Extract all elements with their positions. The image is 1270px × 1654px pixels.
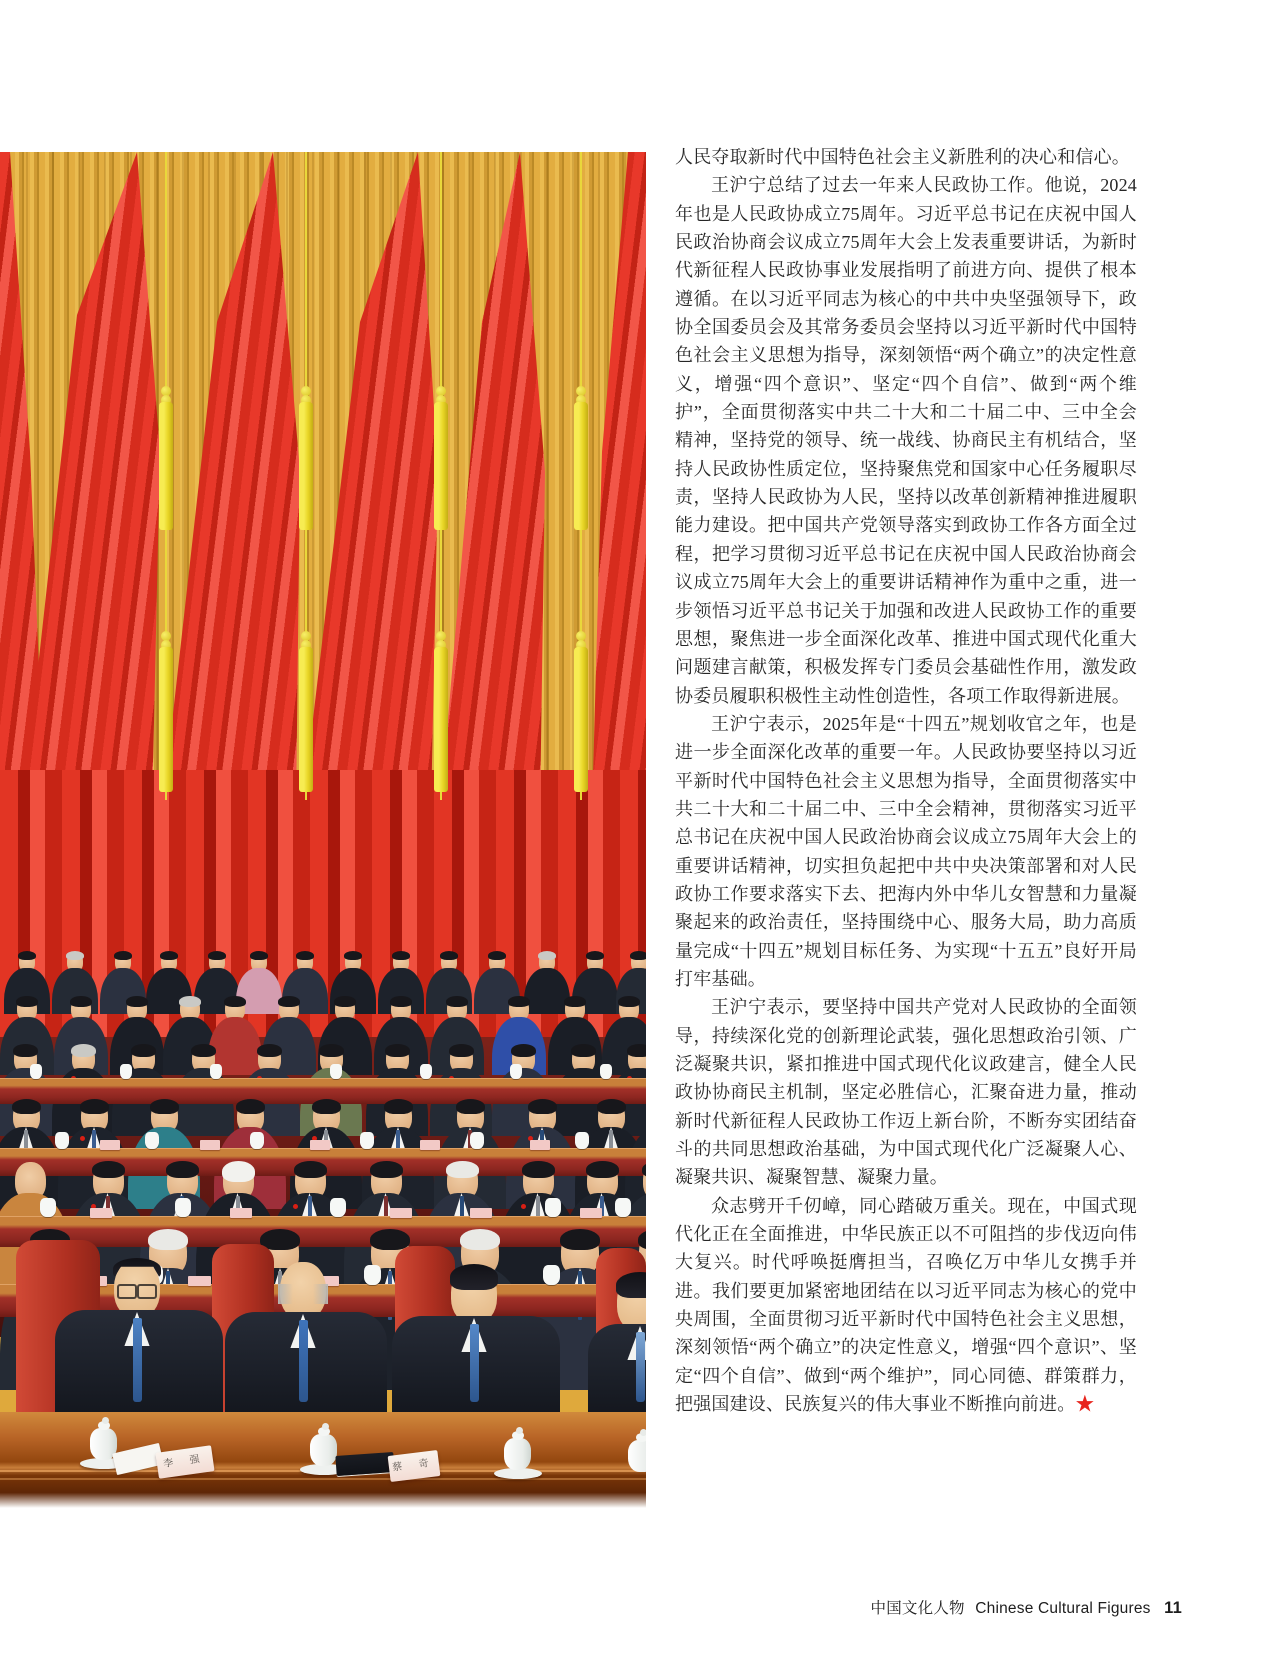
yellow-tassel xyxy=(434,402,448,530)
delegate-hair xyxy=(440,951,458,960)
delegate-hair xyxy=(446,996,468,1007)
yellow-tassel xyxy=(159,402,173,530)
teacup xyxy=(360,1132,374,1149)
article-paragraph: 王沪宁总结了过去一年来人民政协工作。他说，2024年也是人民政协成立75周年。习近平总书记在庆祝中国人民政治协商会议成立75周年大会上发表重要讲话，为新时代新征程人民政协事业发展指明了前进方向、提供了根本遵循。在以习近平同志为核心的中共中央坚强领导下，政协全国委员会及其常务委员会坚持以习近平新时代中国特色社会主义思想为指导，深刻领悟“两个确立”的决定性意义，增强“四个意识”、坚定“四个自信”、做到“两个维护”，全面贯彻落实中共二十大和二十届二中、三中全会精神，坚持党的领导、统一战线、协商民主有机结合，坚持人民政协性质定位，坚持聚焦党和国家中心任务履职尽责，坚持人民政协为人民，坚持以改革创新精神推进履职能力建设。把中国共产党领导落实到政协工作各方面全过程，把学习贯彻习近平总书记在庆祝中国人民政治协商会议成立75周年大会上的重要讲话精神作为重中之重，进一步领悟习近平总书记关于加强和改进人民政协工作的重要思想，聚焦进一步全面深化改革、推进中国式现代化重大问题建言献策，积极发挥专门委员会基础性作用，激发政协委员履职积极性主动性创造性，各项工作取得新进展。 xyxy=(675,175,1137,706)
pink-name-card xyxy=(470,1208,492,1218)
delegate-hair xyxy=(586,951,604,960)
delegate-hair xyxy=(70,996,92,1007)
delegate-hair xyxy=(18,951,36,960)
delegate-badge xyxy=(293,1204,298,1209)
delegate-hair xyxy=(370,1161,403,1178)
teacup xyxy=(210,1064,222,1079)
leader-partial xyxy=(588,1274,646,1414)
article-column xyxy=(675,143,1137,1419)
delegate-hair xyxy=(390,996,412,1007)
teacup xyxy=(55,1132,69,1149)
delegate-hair xyxy=(449,1044,474,1057)
teacup xyxy=(250,1132,264,1149)
end-star-icon: ★ xyxy=(1075,1394,1095,1416)
page-footer xyxy=(871,1596,1182,1618)
delegate-hair xyxy=(334,996,356,1007)
teacup xyxy=(310,1434,337,1466)
eyeglasses-icon xyxy=(117,1284,157,1295)
leader-tie xyxy=(636,1332,645,1402)
delegate-hair xyxy=(191,1044,216,1057)
delegate-hair xyxy=(522,1161,555,1178)
delegate-hair xyxy=(392,951,410,960)
delegate-hair xyxy=(312,1099,341,1114)
article-paragraph: 王沪宁表示，2025年是“十四五”规划收官之年，也是进一步全面深化改革的重要一年。人民政协要坚持以习近平新时代中国特色社会主义思想为指导，全面贯彻落实中共二十大和二十届二中、三中全会精神，贯彻落实习近平总书记在庆祝中国人民政治协商会议成立75周年大会上的重要讲话精神，切实担负起把中共中央决策部署和对人民政协工作要求落实下去、把海内外中华儿女智慧和力量凝聚起来的政治责任，坚持围绕中心、服务大局，助力高质量完成“十四五”规划目标任务、为实现“十五五”良好开局打牢基础。 xyxy=(675,713,1137,989)
teacup xyxy=(545,1198,561,1217)
leader-hair xyxy=(278,1284,328,1304)
delegate-hair xyxy=(71,1044,96,1057)
delegate-hair xyxy=(236,1099,265,1114)
delegate-hair xyxy=(179,996,201,1007)
teacup xyxy=(30,1064,42,1079)
pink-name-card xyxy=(420,1140,440,1150)
delegate-hair xyxy=(66,951,84,960)
delegate-hair xyxy=(166,1161,199,1178)
leader-cai-qi xyxy=(225,1262,387,1414)
delegate-hair xyxy=(12,1099,41,1114)
delegate-hair xyxy=(488,951,506,960)
teacup xyxy=(504,1438,531,1470)
article-paragraph: 众志劈开千仞嶂，同心踏破万重关。现在，中国式现代化正在全面推进，中华民族正以不可阻挡的步伐迈向伟大复兴。时代呼唤挺膺担当，召唤亿万中华儿女携手并进。我们要更加紧密地团结在以习近平同志为核心的党中央周围，全面贯彻习近平新时代中国特色社会主义思想，深刻领悟“两个确立”的决定性意义，增强“四个意识”、坚定“四个自信”、做到“两个维护”，同心同德、群策群力，把强国建设、民族复兴的伟大事业不断推向前进。★ xyxy=(675,1195,1137,1416)
delegate-hair xyxy=(630,951,646,960)
leader-li-xi xyxy=(392,1266,560,1414)
page-number: 11 xyxy=(1164,1599,1182,1617)
delegate-hair xyxy=(618,996,640,1007)
delegate-hair xyxy=(319,1044,344,1057)
delegate-hair xyxy=(528,1099,557,1114)
yellow-tassel xyxy=(299,647,313,792)
yellow-tassel xyxy=(299,402,313,530)
teacup xyxy=(628,1440,646,1472)
delegate-hair xyxy=(150,1099,179,1114)
pink-name-card xyxy=(530,1140,550,1150)
delegate-hair xyxy=(250,951,268,960)
magazine-title-en: Chinese Cultural Figures xyxy=(975,1600,1151,1617)
delegate-hair xyxy=(538,951,556,960)
delegate-hair xyxy=(384,1099,413,1114)
delegate-hair xyxy=(126,996,148,1007)
delegate-badge xyxy=(80,1136,85,1141)
teacup xyxy=(420,1064,432,1079)
delegate-hair xyxy=(92,1161,125,1178)
delegate-hair xyxy=(564,996,586,1007)
leader-tie xyxy=(299,1320,308,1402)
delegate-hair xyxy=(208,951,226,960)
delegate-hair xyxy=(257,1044,282,1057)
delegate-hair xyxy=(370,1229,410,1250)
pink-name-card xyxy=(310,1140,330,1150)
magazine-title-zh: 中国文化人物 xyxy=(870,1600,965,1617)
delegate-hair xyxy=(511,1044,536,1057)
delegate-hair xyxy=(114,951,132,960)
article-paragraph: 王沪宁表示，要坚持中国共产党对人民政协的全面领导，持续深化党的创新理论武装，强化思想政治引领、广泛凝聚共识，紧扣推进中国式现代化议政建言，健全人民政协协商民主机制，坚定必胜信心，汇聚奋进力量，推动新时代新征程人民政协工作迈上新台阶，不断夯实团结奋斗的共同思想政治基础，为中国式现代化广泛凝聚人心、凝聚共识、凝聚智慧、凝聚力量。 xyxy=(675,997,1137,1188)
yellow-tassel xyxy=(574,402,588,530)
leader-tie xyxy=(470,1324,479,1402)
delegate-hair xyxy=(344,951,362,960)
name-placard: 蔡 奇 xyxy=(388,1450,441,1482)
leader-tie xyxy=(133,1318,142,1402)
teacup xyxy=(330,1064,342,1079)
teacup xyxy=(615,1198,631,1217)
delegate-hair xyxy=(160,951,178,960)
delegate-hair xyxy=(460,1229,500,1250)
delegate-hair xyxy=(224,996,246,1007)
delegate-hair xyxy=(597,1099,626,1114)
delegate-hair xyxy=(80,1099,109,1114)
article-paragraph: 人民夺取新时代中国特色社会主义新胜利的决心和信心。 xyxy=(675,147,1130,167)
teacup xyxy=(40,1198,56,1217)
teacup xyxy=(120,1064,132,1079)
teacup xyxy=(575,1132,589,1149)
delegate-hair xyxy=(296,951,314,960)
teacup xyxy=(175,1198,191,1217)
black-folder xyxy=(335,1452,394,1476)
pink-name-card xyxy=(580,1208,602,1218)
pink-name-card xyxy=(390,1208,412,1218)
name-placard: 李 强 xyxy=(155,1445,214,1479)
delegate-hair xyxy=(278,996,300,1007)
yellow-tassel xyxy=(434,647,448,792)
leader-hair xyxy=(616,1272,646,1298)
delegate-hair xyxy=(571,1044,596,1057)
delegate-hair xyxy=(148,1229,188,1250)
delegate-hair xyxy=(627,1044,646,1057)
teacup xyxy=(330,1198,346,1217)
teacup xyxy=(470,1132,484,1149)
delegate-badge xyxy=(521,1204,526,1209)
delegate-hair xyxy=(456,1099,485,1114)
assembly-photo xyxy=(0,152,646,1508)
pink-name-card xyxy=(100,1140,120,1150)
delegate-hair xyxy=(508,996,530,1007)
pink-name-card xyxy=(90,1208,112,1218)
delegate-hair xyxy=(385,1044,410,1057)
yellow-tassel xyxy=(159,647,173,792)
delegate-hair xyxy=(560,1229,600,1250)
delegate-hair xyxy=(294,1161,327,1178)
leader-li-qiang xyxy=(55,1260,223,1414)
delegate-hair xyxy=(16,996,38,1007)
delegate-hair xyxy=(131,1044,156,1057)
delegate-hair xyxy=(222,1161,255,1182)
delegate-hair xyxy=(586,1161,619,1178)
pink-name-card xyxy=(200,1140,220,1150)
pink-name-card xyxy=(230,1208,252,1218)
leader-hair xyxy=(450,1264,498,1290)
teacup xyxy=(600,1064,612,1079)
delegate-hair xyxy=(446,1161,479,1178)
yellow-tassel xyxy=(574,647,588,792)
teacup xyxy=(510,1064,522,1079)
delegate-hair xyxy=(13,1044,38,1057)
teacup xyxy=(145,1132,159,1149)
